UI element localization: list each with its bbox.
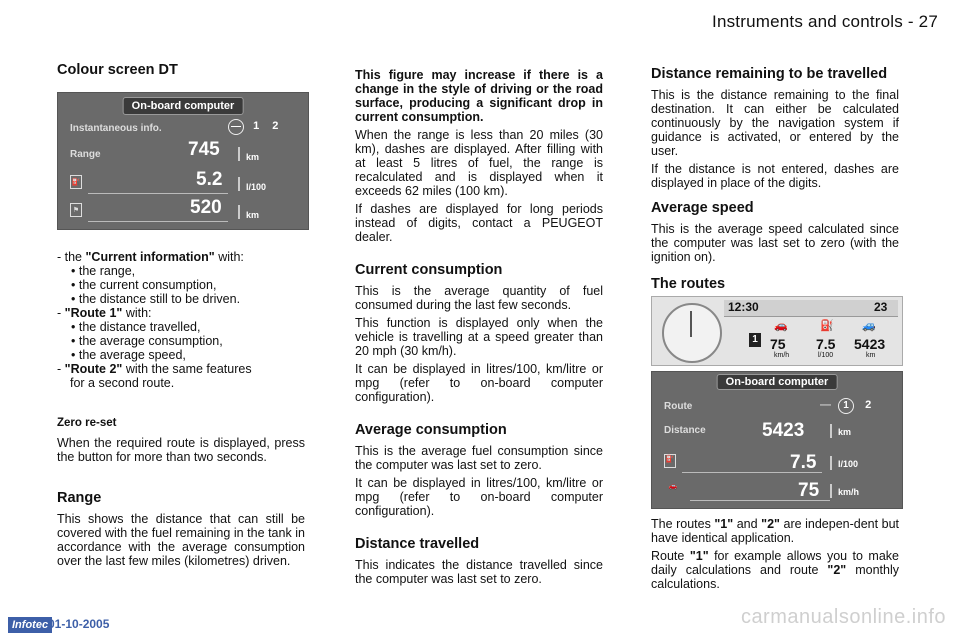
footer-date: 01-10-2005	[48, 617, 110, 631]
heading-zero-reset: Zero re-set	[57, 417, 117, 429]
screen-row-distance	[660, 420, 894, 444]
car-speed-icon: 🚗	[774, 320, 788, 332]
feature-list-item: - "Route 2" with the same features	[57, 362, 252, 376]
clock-dial-icon	[662, 303, 722, 363]
underline	[88, 193, 228, 194]
small-speed-value: 75	[770, 336, 786, 352]
routes-paragraph-2	[651, 549, 899, 591]
route-1-label: 1	[253, 120, 260, 132]
speed-value: 75	[798, 480, 820, 501]
range-text: This shows the distance that can still be covered with the fuel remaining in the tank in accordance with the average consumption over the last few miles (kilometres) driven.	[57, 512, 305, 568]
dr-text-1: This is the distance remaining to the final destination. It can either be calculated continuously by the navigation system if guidance is activated, or entered by the user.	[651, 88, 899, 158]
divider	[238, 205, 240, 219]
screen-row-route	[660, 396, 894, 420]
feature-list	[57, 250, 305, 390]
small-cons-unit: l/100	[818, 352, 834, 359]
ac-text-2: It can be displayed in litres/100, km/litre or mpg (refer to on-board computer configuration).	[355, 476, 603, 518]
info-label: Instantaneous info.	[70, 123, 162, 134]
feature-list-item: • the average speed,	[71, 348, 186, 362]
speed-unit: km/h	[838, 487, 860, 497]
range-label: Range	[70, 149, 101, 160]
zero-reset-text: When the required route is displayed, press the button for more than two seconds.	[57, 436, 305, 464]
route-1-circle: 1	[838, 398, 854, 414]
feature-list-item: • the distance travelled,	[71, 320, 201, 334]
routes-text	[651, 517, 899, 595]
consumption-unit: l/100	[246, 182, 267, 192]
onboard-computer-screen-2	[651, 371, 903, 509]
heading-range: Range	[57, 490, 102, 506]
route-selector-icon: —	[228, 119, 244, 135]
heading-distance-remaining: Distance remaining to be travelled	[651, 66, 888, 82]
text-span: for example allows you to make daily calculations and route	[651, 549, 899, 577]
range-unit: km	[246, 152, 260, 162]
feature-list-item: - the "Current information" with:	[57, 250, 244, 264]
route-label: Route	[664, 401, 693, 412]
route-2-bold: "2"	[761, 517, 780, 531]
heading-average-speed: Average speed	[651, 200, 754, 216]
range-note-bold: This figure may increase if there is a change in the style of driving or the road surface, producing a significant drop in current consumption.	[355, 68, 603, 124]
small-dist-unit: km	[866, 352, 876, 359]
text-span: and	[733, 517, 762, 531]
checkered-flag-icon: ⚑	[70, 203, 82, 217]
range-dealer-text: If dashes are displayed for long periods instead of digits, contact a PEUGEOT dealer.	[355, 202, 603, 244]
dt-text-1: This indicates the distance travelled since the computer was last set to zero.	[355, 558, 603, 586]
text-span: Route	[651, 549, 690, 563]
feature-list-item: • the average consumption,	[71, 334, 223, 348]
route-2-bold: "2"	[827, 563, 847, 577]
dash: —	[820, 399, 831, 411]
car-distance-icon: 🚙	[862, 320, 876, 332]
dr-text-2: If the distance is not entered, dashes are displayed in place of the digits.	[651, 162, 899, 190]
screen-row-info	[66, 117, 300, 141]
route-number-badge: 1	[749, 333, 761, 347]
ac-text-1: This is the average fuel consumption since the computer was last set to zero.	[355, 444, 603, 472]
range-dashes-text: When the range is less than 20 miles (30 km), dashes are displayed. After filling with at least 5 litres of fuel, the range is recalculated and is displayed when it exceeds 62 miles (100 km).	[355, 128, 603, 198]
divider	[238, 147, 240, 161]
divider	[830, 484, 832, 498]
fuel-pump-icon: ⛽	[664, 454, 676, 468]
column-3	[651, 66, 899, 298]
divider	[830, 424, 832, 438]
distance-label: Distance	[664, 425, 706, 436]
feature-list-item: - "Route 1" with:	[57, 306, 152, 320]
column-2	[355, 68, 603, 590]
screen-title: On-board computer	[123, 97, 244, 115]
text-span: The routes	[651, 517, 715, 531]
distance-unit: km	[838, 427, 852, 437]
temperature-display: 23	[874, 300, 888, 314]
watermark: carmanualsonline.info	[740, 606, 946, 628]
text-span: monthly calculations.	[651, 563, 899, 591]
feature-list-item: for a second route.	[70, 376, 175, 390]
screen-row-range	[66, 139, 300, 167]
feature-list-item: • the current consumption,	[71, 278, 217, 292]
car-icon: 🚗	[668, 483, 678, 490]
heading-distance-travelled: Distance travelled	[355, 536, 480, 552]
underline	[88, 221, 228, 222]
small-cons-value: 7.5	[816, 336, 836, 352]
screen-row-distance	[66, 197, 300, 225]
distance-unit: km	[246, 210, 260, 220]
heading-colour-screen: Colour screen DT	[57, 62, 178, 78]
infotec-logo: Infotec	[8, 617, 52, 633]
onboard-computer-screen-1	[57, 92, 309, 230]
heading-current-consumption: Current consumption	[355, 262, 503, 278]
text-span: are indepen-dent but have identical application.	[651, 517, 900, 545]
small-dist-value: 5423	[854, 336, 886, 352]
fuel-pump-icon: ⛽	[70, 175, 82, 189]
range-value: 745	[188, 139, 220, 160]
route-2-label: 2	[272, 120, 279, 132]
cc-text-2: This function is displayed only when the vehicle is travelling at a speed greater than 20 mph (30 km/h).	[355, 316, 603, 358]
as-text-1: This is the average speed calculated since the computer was last set to zero (with the ignition on).	[651, 222, 899, 264]
screen-title: On-board computer	[717, 374, 838, 390]
distance-value: 5423	[762, 420, 805, 441]
divider	[830, 456, 832, 470]
divider	[238, 177, 240, 191]
route-toggle	[228, 119, 278, 135]
cc-text-3: It can be displayed in litres/100, km/litre or mpg (refer to on-board computer configuration).	[355, 362, 603, 404]
clock-hand	[690, 311, 692, 337]
page-header: Instruments and controls - 27	[712, 12, 938, 31]
heading-the-routes: The routes	[651, 276, 726, 292]
time-display: 12:30	[728, 300, 759, 314]
feature-list-item: • the range,	[71, 264, 136, 278]
route-1-bold: "1"	[689, 549, 709, 563]
consumption-unit: l/100	[838, 459, 859, 469]
screen-row-speed	[660, 480, 894, 504]
route-2-label: 2	[865, 399, 872, 411]
screen-row-consumption	[660, 452, 894, 476]
heading-average-consumption: Average consumption	[355, 422, 507, 438]
route-toggle	[820, 398, 871, 414]
feature-list-item: • the distance still to be driven.	[71, 292, 241, 306]
small-colour-screen	[651, 296, 903, 366]
routes-paragraph-1	[651, 517, 899, 545]
screen-row-consumption	[66, 169, 300, 197]
consumption-value: 7.5	[790, 452, 817, 473]
cc-text-1: This is the average quantity of fuel consumed during the last few seconds.	[355, 284, 603, 312]
column-1	[57, 62, 305, 572]
fuel-icon: ⛽	[820, 320, 834, 332]
small-speed-unit: km/h	[774, 352, 790, 359]
consumption-value: 5.2	[196, 169, 223, 190]
route-1-bold: "1"	[714, 517, 734, 531]
distance-value: 520	[190, 197, 222, 218]
